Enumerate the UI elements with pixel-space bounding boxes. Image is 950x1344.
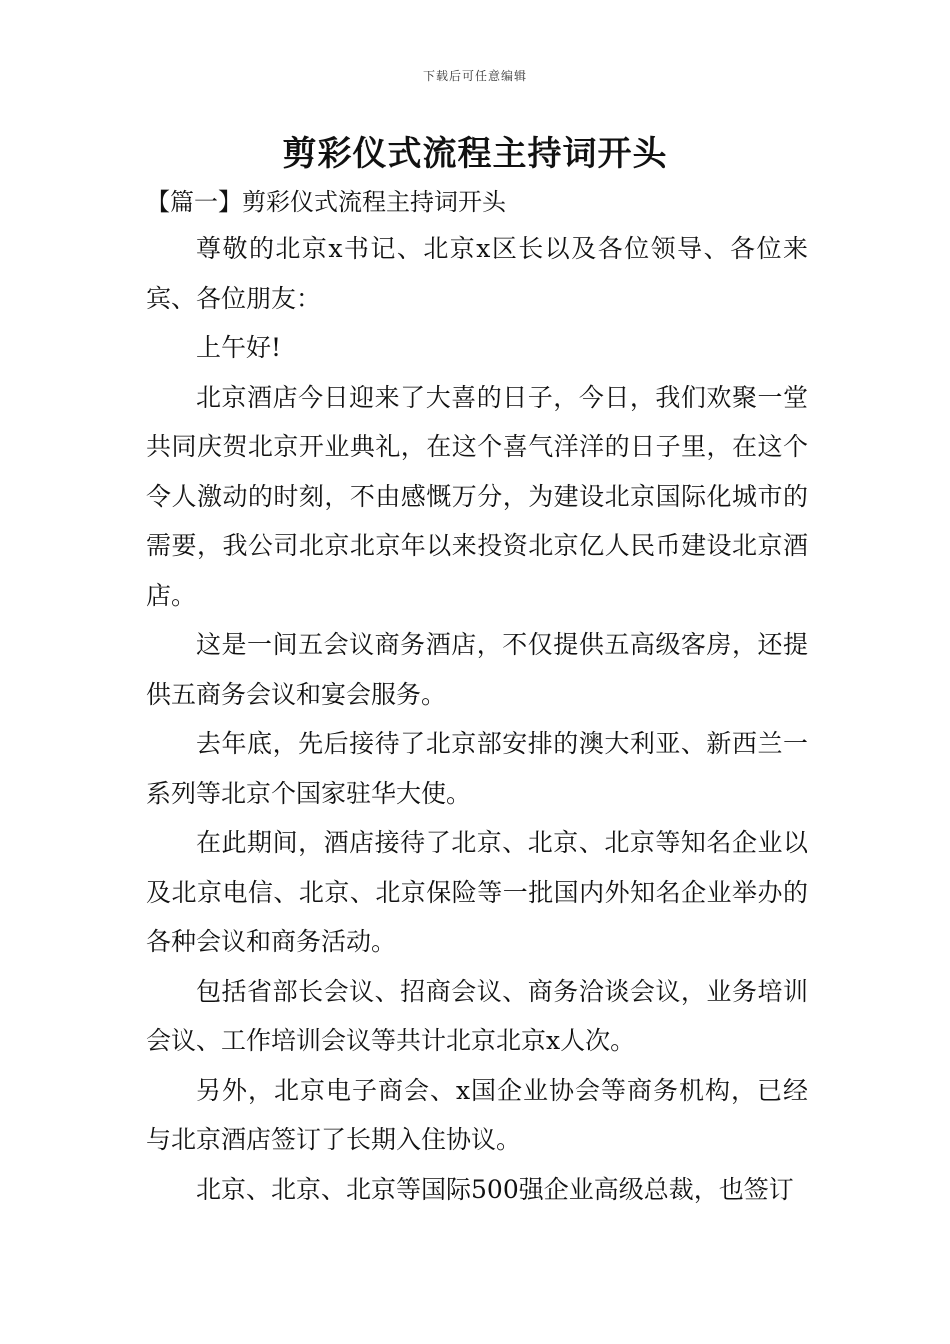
- paragraph-hotel-intro: 这是一间五会议商务酒店，不仅提供五高级客房，还提供五商务会议和宴会服务。: [146, 630, 808, 709]
- document-title: 剪彩仪式流程主持词开头: [282, 134, 668, 174]
- paragraph-greeting-recipients: 尊敬的北京x书记、北京x区长以及各位领导、各位来宾、各位朋友：: [146, 234, 808, 313]
- paragraph-executives: 北京、北京、北京等国际500强企业高级总裁，也签订: [196, 1174, 794, 1204]
- paragraph-opening: 北京酒店今日迎来了大喜的日子，今日，我们欢聚一堂共同庆贺北京开业典礼，在这个喜气洋洋的日子里，在这个令人激动的时刻，不由感慨万分，为建设北京国际化城市的需要，我公司北京北京年以来投资北京亿人民币建设北京酒店。: [146, 382, 808, 610]
- paragraph-greeting: 上午好!: [196, 333, 282, 362]
- body-text: [146, 224, 808, 1214]
- paragraph-meetings: 包括省部长会议、招商会议、商务洽谈会议，业务培训会议、工作培训会议等共计北京北京x人次。: [146, 976, 808, 1055]
- paragraph-agreements: 另外，北京电子商会、x国企业协会等商务机构，已经与北京酒店签订了长期入住协议。: [146, 1075, 808, 1154]
- paragraph-enterprises: 在此期间，酒店接待了北京、北京、北京等知名企业以及北京电信、北京、北京保险等一批国内外知名企业举办的各种会议和商务活动。: [146, 828, 808, 956]
- header-note: 下载后可任意编辑: [422, 69, 527, 83]
- section-heading: 【篇一】剪彩仪式流程主持词开头: [146, 188, 506, 216]
- paragraph-ambassadors: 去年底，先后接待了北京部安排的澳大利亚、新西兰一系列等北京个国家驻华大使。: [146, 729, 808, 808]
